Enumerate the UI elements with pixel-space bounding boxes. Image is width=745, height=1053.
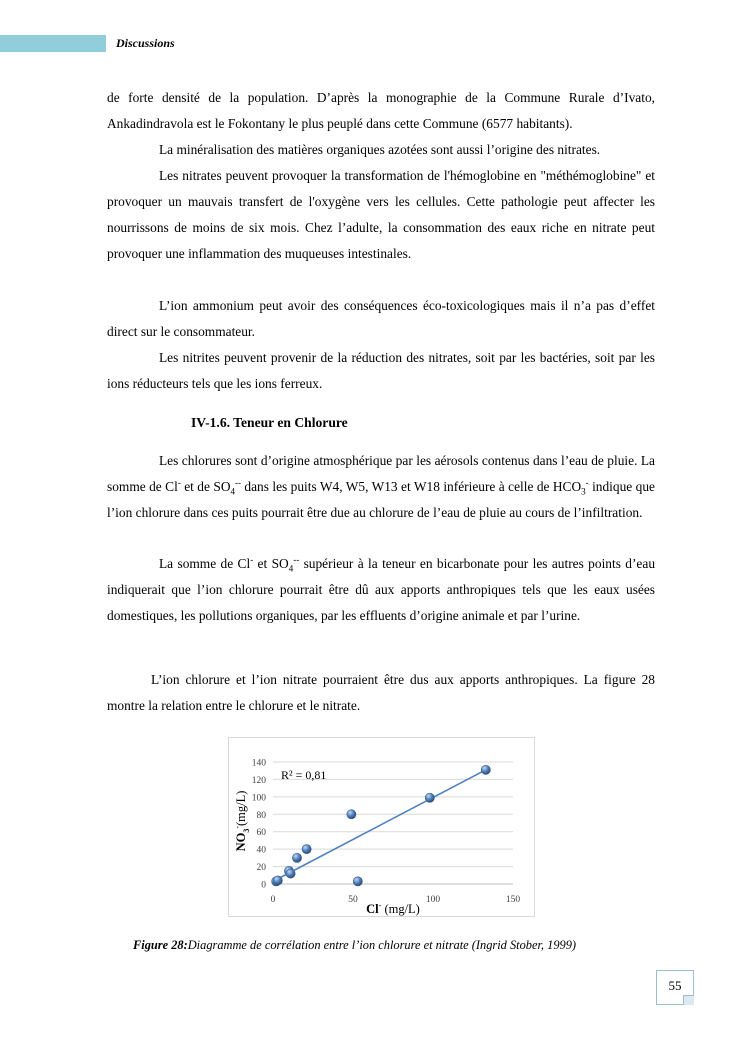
y-tick-label-0: 0 — [261, 880, 266, 891]
paragraph-3: Les nitrates peuvent provoquer la transformation de l'hémoglobine en "méthémoglobine" et provoquer un mauvais transfert de l'oxygène vers les cellules. Cette pathologie peut affecter les nourrissons de moins de six mois. Chez l’adulte, la consommation des eaux riche en nitrate peut provoquer une inflammation des muqueuses intestinales. — [107, 168, 655, 261]
section-heading: IV-1.6. Teneur en Chlorure — [191, 415, 348, 430]
paragraph-5: Les nitrites peuvent provenir de la réduction des nitrates, soit par les bactéries, soit par les ions réducteurs tels que les ions ferreux. — [107, 350, 655, 391]
chart-canvas — [229, 738, 534, 916]
x-axis-title: Cl- (mg/L) — [366, 901, 420, 916]
paragraph-7: La somme de Cl- et $SO_4^{--}$ supérieur à la teneur en bicarbonate pour les autres points d’eau indiquerait que l’ion chlorure pourrait être dû aux apports anthropiques tels que les eaux usées domestiques, les pollutions organiques, par les effluents d’origine animale et par l’urine. — [107, 554, 656, 623]
data-point-1 — [273, 876, 282, 885]
y-tick-label-2: 40 — [256, 845, 266, 856]
paragraph-2: La minéralisation des matières organiques azotées sont aussi l’origine des nitrates. — [159, 142, 601, 157]
data-point-3 — [286, 869, 295, 878]
data-point-5 — [302, 845, 311, 854]
paragraph-4: L’ion ammonium peut avoir des conséquences éco-toxicologiques mais il n’a pas d’effet direct sur le consommateur. — [107, 298, 655, 339]
paragraph-1: de forte densité de la population. D’après la monographie de la Commune Rurale d’Ivato, Ankadindravola est le Fokontany le plus peuplé dans cette Commune (6577 habitants). — [107, 90, 655, 131]
page-number: 55 — [656, 970, 694, 1005]
figure-caption: Figure 28:Diagramme de corrélation entre l’ion chlorure et nitrate (Ingrid Stober, 1999) — [133, 938, 577, 952]
y-axis-title: $NO_3^-(mg/L)$ — [233, 790, 251, 852]
data-point-8 — [425, 793, 434, 802]
trendline — [273, 770, 486, 882]
data-point-9 — [481, 765, 490, 774]
x-tick-label-2: 100 — [425, 895, 441, 905]
y-tick-label-4: 80 — [256, 810, 266, 821]
y-tick-label-1: 20 — [256, 863, 266, 874]
data-point-6 — [347, 810, 356, 819]
y-tick-label-6: 120 — [251, 775, 266, 786]
header-accent-bar — [0, 35, 106, 52]
y-tick-label-7: 140 — [251, 758, 266, 769]
data-point-7 — [353, 877, 362, 886]
page-number-fold — [683, 995, 694, 1005]
paragraph-8: L’ion chlorure et l’ion nitrate pourraient être dus aux apports anthropiques. La figure 28 montre la relation entre le chlorure et le nitrate. — [107, 672, 655, 713]
section-title: Discussions — [116, 36, 175, 50]
x-tick-label-1: 50 — [348, 895, 358, 905]
scatter-chart — [228, 737, 535, 917]
x-tick-label-0: 0 — [270, 895, 276, 905]
y-tick-label-5: 100 — [251, 793, 266, 804]
r-squared-annotation: R² = 0,81 — [281, 768, 327, 782]
y-tick-label-3: 60 — [256, 828, 266, 839]
paragraph-6: Les chlorures sont d’origine atmosphérique par les aérosols contenus dans l’eau de pluie. La somme de Cl- et de $SO_4^{--}$ dans les puits W4, W5, W13 et W18 inférieure à celle de $HCO_3^-$ indique que l’ion chlorure dans ces puits pourrait être due au chlorure de l’eau de pluie au cours de l’infiltration. — [107, 453, 655, 520]
data-point-4 — [292, 853, 301, 862]
x-tick-label-3: 150 — [505, 895, 521, 905]
